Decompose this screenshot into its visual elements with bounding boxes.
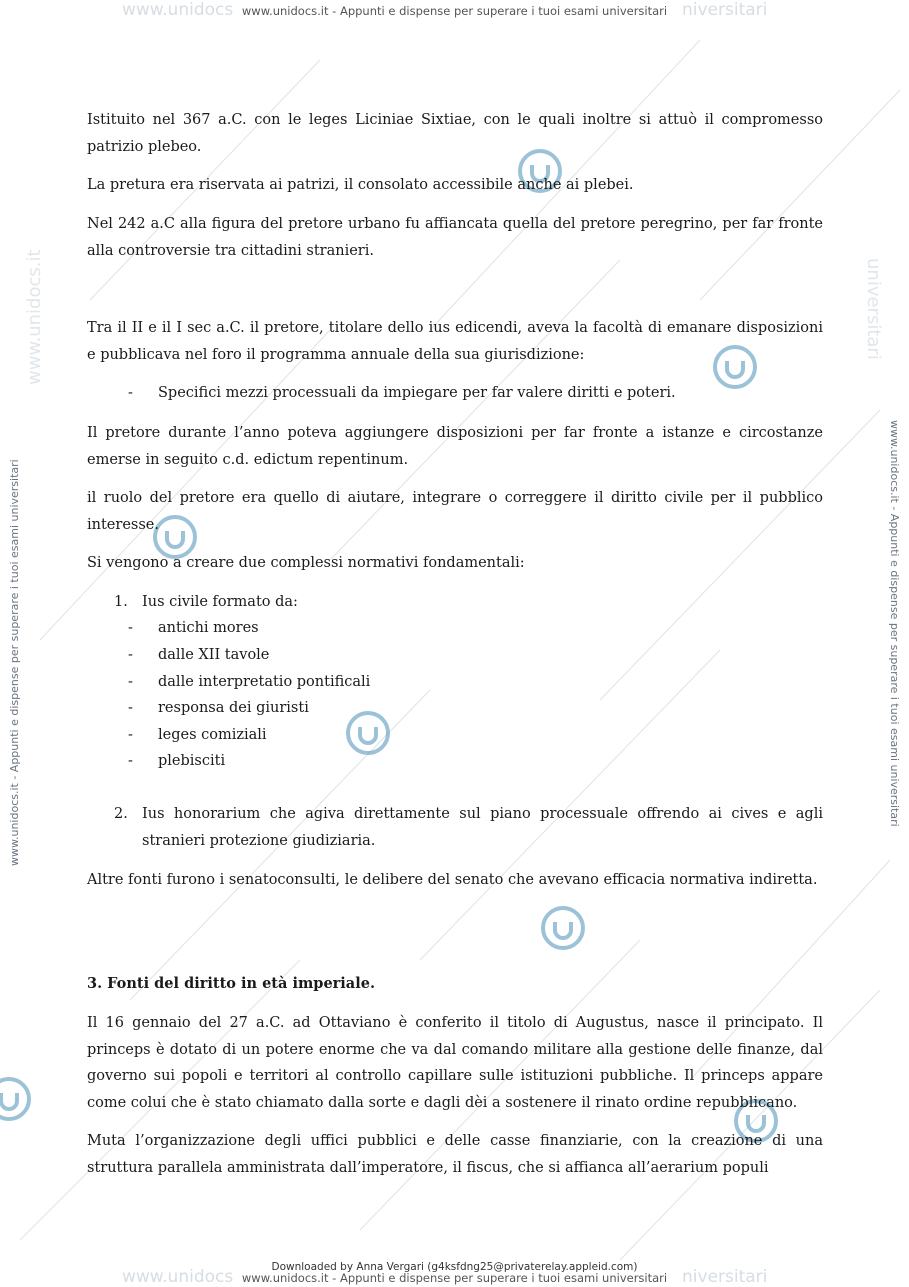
watermark-ghost-right: niversitari	[682, 1267, 768, 1287]
unidocs-logo-icon	[345, 710, 391, 756]
watermark-header-text: www.unidocs.it - Appunti e dispense per superare i tuoi esami universitari	[241, 4, 668, 18]
paragraph-8: Altre fonti furono i senatoconsulti, le delibere del senato che avevano efficacia normativa indiretta.	[87, 872, 818, 888]
list-number-1: 1.	[114, 594, 128, 610]
watermark-header	[0, 0, 909, 20]
list-item-2: Ius honorarium che agiva direttamente sul piano processuale offrendo ai cives e agli stranieri protezione giudiziaria.	[142, 806, 823, 849]
paragraph-2: La pretura era riservata ai patrizi, il consolato accessibile anche ai plebei.	[87, 177, 634, 193]
unidocs-logo-icon	[540, 905, 586, 951]
list-item-1: Ius civile formato da:	[142, 594, 298, 610]
paragraph-10: Muta l’organizzazione degli uffici pubblici e delle casse finanziarie, con la creazione di una struttura parallela amministrata dall’imperatore, il fiscus, che si affianca all’aerarium populi	[87, 1133, 823, 1176]
list-dash-marker: -	[128, 753, 133, 769]
list-dash-marker: -	[128, 700, 133, 716]
list-dash-marker: -	[128, 647, 133, 663]
unidocs-logo-icon	[0, 1076, 32, 1122]
list-item: responsa dei giuristi	[158, 700, 309, 716]
list-dash-marker: -	[128, 674, 133, 690]
list-item: plebisciti	[158, 753, 226, 769]
list-item: antichi mores	[158, 620, 259, 636]
watermark-ghost-left: www.unidocs	[122, 0, 234, 20]
paragraph-3: Nel 242 a.C alla figura del pretore urbano fu affiancata quella del pretore peregrino, per far fronte alla controversie tra cittadini stranieri.	[87, 216, 823, 259]
list-number-2: 2.	[114, 806, 128, 822]
section-heading: 3. Fonti del diritto in età imperiale.	[87, 975, 375, 992]
paragraph-5: Il pretore durante l’anno poteva aggiungere disposizioni per far fronte a istanze e circostanze emerse in seguito c.d. edictum repentinum.	[87, 425, 823, 468]
watermark-side-ghost-right: universitari	[863, 258, 884, 360]
watermark-footer-text: www.unidocs.it - Appunti e dispense per superare i tuoi esami universitari	[241, 1271, 668, 1285]
list-item: dalle XII tavole	[158, 647, 270, 663]
paragraph-4: Tra il II e il I sec a.C. il pretore, titolare dello ius edicendi, aveva la facoltà di emanare disposizioni e pubblicava nel foro il programma annuale della sua giurisdizione:	[87, 320, 823, 363]
list-item: dalle interpretatio pontificali	[158, 674, 371, 690]
paragraph-7: Si vengono a creare due complessi normativi fondamentali:	[87, 555, 525, 571]
paragraph-9: Il 16 gennaio del 27 a.C. ad Ottaviano è conferito il titolo di Augustus, nasce il principato. Il princeps è dotato di un potere enorme che va dal comando militare alla gestione delle finanze, dal governo sui popoli e territori al controllo capillare sulle istituzioni pubbliche. Il princeps appare come colui che è stato chiamato dalla sorte e dagli dèi a sostenere il rinato ordine repubblicano.	[87, 1015, 823, 1111]
list-dash-marker: -	[128, 620, 133, 636]
list-item: leges comiziali	[158, 727, 267, 743]
paragraph-1: Istituito nel 367 a.C. con le leges Liciniae Sixtiae, con le quali inoltre si attuò il compromesso patrizio plebeo.	[87, 112, 823, 155]
download-notice: Downloaded by Anna Vergari (g4ksfdng25@privaterelay.appleid.com)	[271, 1261, 638, 1273]
list-dash-marker: -	[128, 385, 133, 401]
watermark-side-ghost-left: www.unidocs.it	[24, 249, 45, 385]
watermark-ghost-right: niversitari	[682, 0, 768, 20]
dash-list-item: Specifici mezzi processuali da impiegare per far valere diritti e poteri.	[158, 385, 676, 401]
paragraph-6: il ruolo del pretore era quello di aiutare, integrare o correggere il diritto civile per il pubblico interesse.	[87, 490, 823, 533]
watermark-side-left: www.unidocs.it - Appunti e dispense per superare i tuoi esami universitari	[8, 459, 21, 866]
watermark-ghost-left: www.unidocs	[122, 1267, 234, 1287]
watermark-side-right: www.unidocs.it - Appunti e dispense per superare i tuoi esami universitari	[888, 420, 901, 827]
list-dash-marker: -	[128, 727, 133, 743]
